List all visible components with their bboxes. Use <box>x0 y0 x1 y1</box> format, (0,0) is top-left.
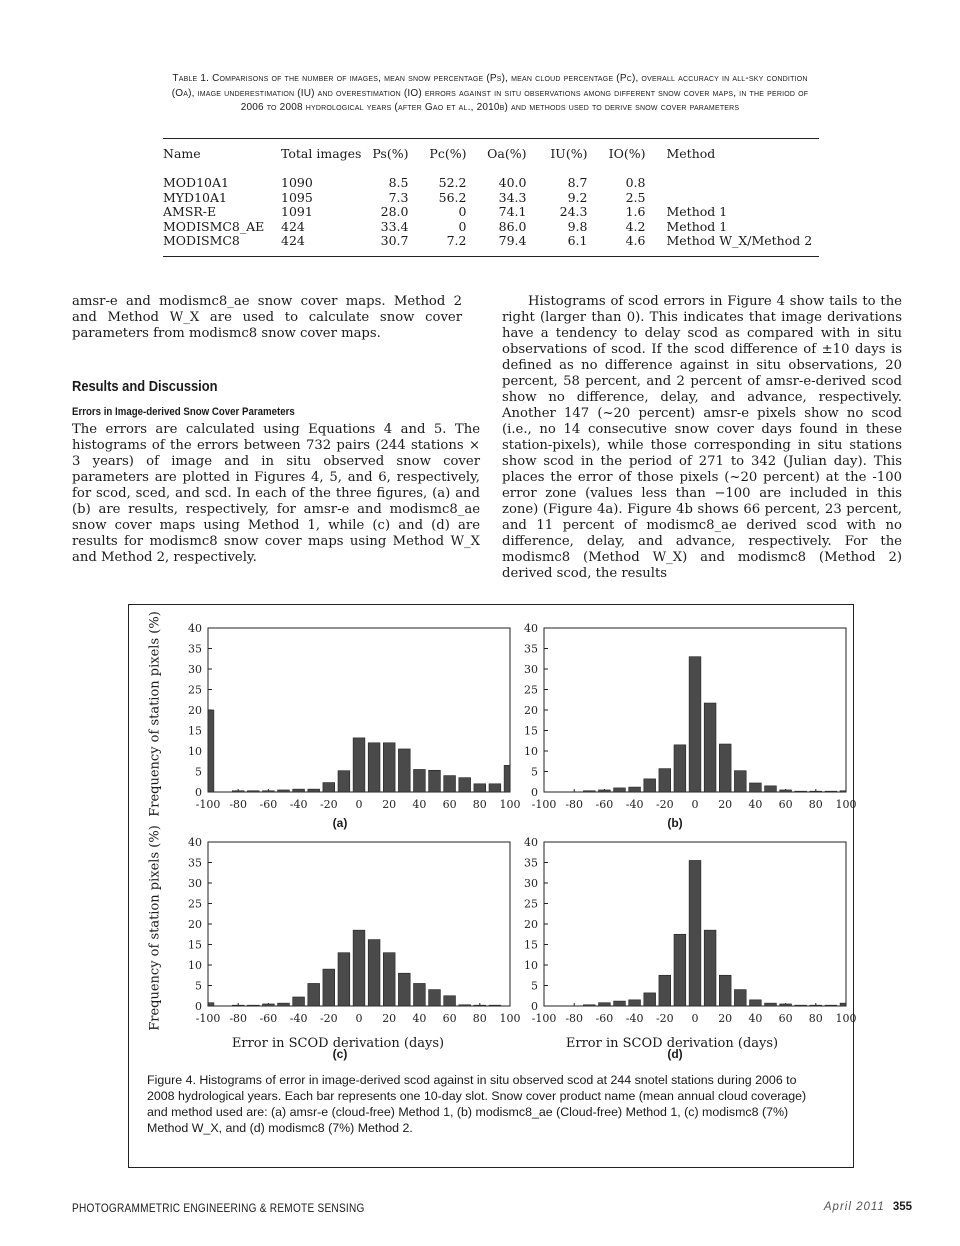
histogram-bar <box>489 1005 501 1006</box>
histogram-bar <box>444 776 456 792</box>
cell-pc: 52.2 <box>438 175 467 190</box>
histogram-bar <box>674 934 686 1006</box>
cell-total-images: 424 <box>281 233 305 248</box>
cell-iu: 8.7 <box>567 175 588 190</box>
histogram-bar <box>368 743 380 792</box>
x-tick-label: 20 <box>718 798 733 811</box>
histogram-d-chart <box>518 836 857 1036</box>
y-tick-label: 0 <box>195 1000 202 1013</box>
y-tick-label: 0 <box>531 786 538 799</box>
x-tick-label: -20 <box>319 1012 338 1025</box>
cell-oa: 79.4 <box>498 233 527 248</box>
y-tick-label: 25 <box>188 683 202 697</box>
histogram-bar <box>459 778 471 792</box>
panel-label-d: (d) <box>667 1047 683 1061</box>
cell-pc: 7.2 <box>446 233 467 248</box>
histogram-bar <box>629 1000 641 1006</box>
x-tick-label: -20 <box>655 798 674 811</box>
x-tick-label: 0 <box>355 798 363 811</box>
panel-label-a: (a) <box>332 816 348 830</box>
y-tick-label: 20 <box>524 704 538 717</box>
x-tick-label: 40 <box>412 798 427 811</box>
x-tick-label: 40 <box>412 1012 427 1025</box>
page-number: 355 <box>892 1201 912 1213</box>
subsection-heading: Errors in Image-derived Snow Cover Parameters <box>72 406 295 418</box>
histogram-bar <box>308 789 320 792</box>
y-tick-label: 40 <box>524 622 538 635</box>
table-row <box>163 220 819 235</box>
histogram-bar <box>765 786 777 792</box>
histogram-bar <box>810 791 822 792</box>
cell-method: Method 1 <box>666 218 728 234</box>
y-axis-label-top: Frequency of station pixels (%) <box>147 611 163 817</box>
histogram-bar <box>629 787 641 792</box>
histogram-bar <box>810 1005 822 1006</box>
cell-iu: 6.1 <box>567 233 588 248</box>
histogram-bar <box>644 993 656 1006</box>
x-tick-label: 80 <box>472 798 487 811</box>
cell-oa: 74.1 <box>498 204 527 219</box>
y-tick-label: 10 <box>524 959 538 972</box>
x-tick-label: 60 <box>778 1012 793 1025</box>
histogram-bar <box>293 789 305 792</box>
table-caption: Table 1. Comparisons of the number of images, mean snow percentage (Ps), mean cloud percentage (Pc), overall accuracy in all-sky condition (Oa), image underestimation (IU) and overestimation (IO) errors against in situ observations among different snow cover maps, in the period of 2006 to 2008 hydrological years (after Gao et al., 2010b) and methods used to derive snow cover parameters <box>171 73 809 113</box>
histogram-bar <box>765 1003 777 1006</box>
histogram-bar <box>599 1003 611 1006</box>
cell-total-images: 1090 <box>281 175 313 190</box>
y-tick-label: 5 <box>531 765 538 779</box>
histogram-bar <box>278 1003 290 1006</box>
col-header-io: IO(%) <box>608 146 646 161</box>
y-axis-label-bottom: Frequency of station pixels (%) <box>147 825 163 1031</box>
histogram-bar <box>208 1003 214 1006</box>
histogram-bar <box>293 997 305 1006</box>
results-paragraph: The errors are calculated using Equations 4 and 5. The histograms of the errors between 732 pairs (244 stations × 3 years) of image and in situ observed snow cover parameters are plotted in Figures 4, 5, and 6, respectively, for scod, sced, and scd. In each of the three figures, (a) and (b) are results, respectively, for amsr-e and modismc8_ae snow cover maps using Method 1, while (c) and (d) are results for modismc8 snow cover maps using Method W_X and Method 2, respectively. <box>72 422 480 565</box>
x-tick-label: -80 <box>565 798 584 811</box>
x-tick-label: 80 <box>808 798 823 811</box>
histogram-paragraph: Histograms of scod errors in Figure 4 show tails to the right (larger than 0). This indicates that image derivations have a tendency to delay scod as compared with in situ observations of scod. If the scod difference of ±10 days is defined as no difference against in situ observations, 20 percent, 58 percent, and 2 percent of amsr-e-derived scod show no difference, delay, and advance, respectively. Another 147 (~20 percent) amsr-e pixels show no scod (i.e., no 14 consecutive snow cover days found in these station-pixels), while those corresponding in situ stations show scod in the period of 271 to 342 (Julian day). This places the error of those pixels (~20 percent) at the -100 error zone (values less than −100 are included in this zone) (Figure 4a). Figure 4b shows 66 percent, 23 percent, and 11 percent of modismc8_ae derived scod with no difference, delay, and advance, respectively. For the modismc8 (Method W_X) and modismc8 (Method 2) derived scod, the results <box>502 294 902 581</box>
x-tick-label: -20 <box>319 798 338 811</box>
histogram-bar <box>840 791 846 792</box>
x-tick-label: 20 <box>718 1012 733 1025</box>
histogram-bar <box>232 1005 244 1006</box>
cell-name: MODISMC8_AE <box>163 218 265 234</box>
x-tick-label: -60 <box>595 1012 614 1025</box>
col-header-name: Name <box>163 146 201 161</box>
table-body <box>163 168 819 249</box>
x-tick-label: -40 <box>289 1012 308 1025</box>
cell-ps: 33.4 <box>380 218 409 234</box>
histogram-bar <box>825 791 837 792</box>
cell-iu: 9.2 <box>567 189 588 205</box>
histogram-bar <box>414 769 426 792</box>
y-tick-label: 0 <box>531 1000 538 1013</box>
histogram-bar <box>659 769 671 792</box>
y-tick-label: 5 <box>195 765 202 779</box>
histogram-bar <box>323 969 335 1006</box>
x-tick-label: 100 <box>835 1012 857 1025</box>
y-tick-label: 40 <box>188 836 202 849</box>
issue-date: April 2011 <box>823 1201 885 1213</box>
histogram-bar <box>734 771 746 792</box>
y-tick-label: 20 <box>524 918 538 931</box>
histogram-bar <box>383 953 395 1006</box>
col-header-iu: IU(%) <box>550 146 588 161</box>
histogram-bar <box>278 790 290 792</box>
histogram-bar <box>583 791 595 792</box>
histogram-bar <box>353 930 365 1006</box>
cell-pc: 0 <box>458 218 467 234</box>
histogram-bar <box>474 784 486 792</box>
intro-paragraph: amsr-e and modismc8_ae snow cover maps. Method 2 and Method W_X are used to calculate snow cover parameters from modismc8 snow cover maps. <box>72 294 462 341</box>
x-tick-label: 80 <box>472 1012 487 1025</box>
histogram-panel-b <box>518 622 857 822</box>
cell-ps: 30.7 <box>380 233 409 248</box>
histogram-bar <box>689 860 701 1006</box>
histogram-a-chart <box>182 622 521 822</box>
histogram-b-chart <box>518 622 857 822</box>
x-tick-label: -60 <box>259 798 278 811</box>
y-tick-label: 40 <box>188 622 202 635</box>
cell-total-images: 1091 <box>281 204 313 219</box>
y-tick-label: 5 <box>531 979 538 993</box>
histogram-bar <box>398 749 410 792</box>
cell-name: MODISMC8 <box>163 233 240 248</box>
x-tick-label: -40 <box>289 798 308 811</box>
panel-label-c: (c) <box>332 1047 348 1061</box>
y-tick-label: 35 <box>524 856 538 870</box>
y-tick-label: 25 <box>524 897 538 911</box>
cell-ps: 28.0 <box>380 204 409 219</box>
figure-caption: Figure 4. Histograms of error in image-derived scod against in situ observed scod at 244 snotel stations during 2006 to 2008 hydrological years. Each bar represents one 10-day slot. Snow cover product name (mean annual cloud coverage) and method used are: (a) amsr-e (cloud-free) Method 1, (b) modismc8_ae (Cloud-free) Method 1, (c) modismc8 (7%) Method W_X, and (d) modismc8 (7%) Method 2. <box>147 1073 807 1135</box>
y-tick-label: 30 <box>524 877 538 890</box>
cell-total-images: 424 <box>281 218 305 234</box>
histogram-bar <box>489 784 501 792</box>
histogram-c-chart <box>182 836 521 1036</box>
histogram-panel-a <box>182 622 521 822</box>
x-tick-label: -100 <box>195 1012 221 1025</box>
table-row <box>163 191 819 206</box>
histogram-bar <box>614 1001 626 1006</box>
y-tick-label: 15 <box>524 938 538 952</box>
histogram-bar <box>504 765 510 792</box>
footer-right <box>800 1201 912 1213</box>
histogram-bar <box>750 783 762 792</box>
histogram-bar <box>338 771 350 792</box>
histogram-bar <box>308 983 320 1006</box>
x-tick-label: -40 <box>625 1012 644 1025</box>
cell-method: Method 1 <box>666 204 728 219</box>
x-tick-label: 0 <box>691 798 699 811</box>
table-header-row <box>163 139 819 168</box>
histogram-bar <box>734 990 746 1006</box>
histogram-bar <box>338 953 350 1006</box>
histogram-bar <box>599 790 611 792</box>
x-tick-label: 60 <box>442 798 457 811</box>
cell-oa: 40.0 <box>498 175 527 190</box>
comparison-table <box>163 138 819 257</box>
cell-io: 1.6 <box>625 204 646 219</box>
x-tick-label: -80 <box>229 1012 248 1025</box>
y-tick-label: 25 <box>524 683 538 697</box>
table-grid <box>163 139 819 249</box>
cell-oa: 34.3 <box>498 189 527 205</box>
cell-total-images: 1095 <box>281 189 313 205</box>
section-heading: Results and Discussion <box>72 378 218 395</box>
x-tick-label: -80 <box>229 798 248 811</box>
histogram-bar <box>689 657 701 792</box>
cell-name: MOD10A1 <box>163 175 229 190</box>
x-tick-label: 40 <box>748 798 763 811</box>
cell-method <box>645 168 819 191</box>
y-tick-label: 30 <box>188 663 202 676</box>
col-header-pc: Pc(%) <box>429 146 467 161</box>
histogram-bar <box>583 1005 595 1006</box>
cell-pc: 0 <box>458 204 467 219</box>
y-tick-label: 25 <box>188 897 202 911</box>
cell-method <box>645 191 819 206</box>
right-column <box>502 294 902 582</box>
col-header-ps: Ps(%) <box>372 146 409 161</box>
histogram-bar <box>474 1005 486 1006</box>
cell-io: 4.6 <box>625 233 646 248</box>
histogram-bar <box>429 770 441 792</box>
histogram-bar <box>614 788 626 792</box>
histogram-bar <box>429 990 441 1006</box>
histogram-bar <box>659 975 671 1006</box>
x-tick-label: -80 <box>565 1012 584 1025</box>
table-row <box>163 234 819 249</box>
histogram-bar <box>840 1003 846 1006</box>
histogram-bar <box>263 1004 275 1006</box>
cell-name: AMSR-E <box>163 204 217 219</box>
histogram-bar <box>368 940 380 1006</box>
cell-pc: 56.2 <box>438 189 467 205</box>
histogram-bar <box>247 791 259 792</box>
x-tick-label: -100 <box>195 798 221 811</box>
histogram-bar <box>208 710 214 792</box>
x-tick-label: 60 <box>778 798 793 811</box>
y-tick-label: 5 <box>195 979 202 993</box>
histogram-bar <box>444 996 456 1006</box>
y-tick-label: 10 <box>524 745 538 758</box>
col-header-method: Method <box>666 146 716 161</box>
cell-io: 0.8 <box>625 175 646 190</box>
cell-io: 2.5 <box>625 189 646 205</box>
x-axis-label-c: Error in SCOD derivation (days) <box>231 1036 445 1051</box>
y-tick-label: 40 <box>524 836 538 849</box>
y-tick-label: 10 <box>188 959 202 972</box>
histogram-bar <box>719 975 731 1006</box>
histogram-bar <box>674 745 686 792</box>
histogram-bar <box>825 1005 837 1006</box>
histogram-bar <box>704 703 716 792</box>
x-tick-label: 20 <box>382 798 397 811</box>
col-header-oa: Oa(%) <box>487 146 527 161</box>
x-tick-label: 0 <box>355 1012 363 1025</box>
y-tick-label: 10 <box>188 745 202 758</box>
cell-iu: 24.3 <box>559 204 588 219</box>
x-tick-label: 20 <box>382 1012 397 1025</box>
x-tick-label: -100 <box>531 1012 557 1025</box>
histogram-bar <box>232 791 244 792</box>
histogram-panel-d <box>518 836 857 1036</box>
col-header-total-images: Total images <box>281 146 362 161</box>
y-tick-label: 0 <box>195 786 202 799</box>
y-tick-label: 20 <box>188 704 202 717</box>
panel-label-b: (b) <box>667 816 683 830</box>
x-tick-label: 40 <box>748 1012 763 1025</box>
x-tick-label: 80 <box>808 1012 823 1025</box>
x-tick-label: -40 <box>625 798 644 811</box>
x-tick-label: 100 <box>499 1012 521 1025</box>
histogram-bar <box>383 743 395 792</box>
histogram-bar <box>323 783 335 792</box>
y-tick-label: 35 <box>524 642 538 656</box>
x-tick-label: -20 <box>655 1012 674 1025</box>
y-tick-label: 15 <box>188 724 202 738</box>
y-tick-label: 20 <box>188 918 202 931</box>
left-column-body <box>72 422 480 566</box>
y-tick-label: 35 <box>188 856 202 870</box>
x-tick-label: 100 <box>499 798 521 811</box>
x-tick-label: 0 <box>691 1012 699 1025</box>
cell-oa: 86.0 <box>498 218 527 234</box>
y-tick-label: 35 <box>188 642 202 656</box>
x-tick-label: -60 <box>595 798 614 811</box>
histogram-bar <box>704 930 716 1006</box>
cell-method: Method W_X/Method 2 <box>666 233 813 248</box>
table-row <box>163 168 819 191</box>
histogram-bar <box>414 983 426 1006</box>
x-tick-label: -100 <box>531 798 557 811</box>
y-tick-label: 30 <box>524 663 538 676</box>
table-bottom-rule <box>163 256 819 257</box>
histogram-bar <box>795 1005 807 1006</box>
x-tick-label: 60 <box>442 1012 457 1025</box>
journal-name: PHOTOGRAMMETRIC ENGINEERING & REMOTE SENSING <box>72 1201 365 1215</box>
y-tick-label: 15 <box>188 938 202 952</box>
left-column-intro <box>72 294 462 342</box>
histogram-bar <box>780 1004 792 1006</box>
cell-ps: 8.5 <box>388 175 409 190</box>
y-tick-label: 15 <box>524 724 538 738</box>
histogram-bar <box>750 1000 762 1006</box>
table-row <box>163 205 819 220</box>
x-tick-label: -60 <box>259 1012 278 1025</box>
cell-ps: 7.3 <box>388 189 409 205</box>
histogram-bar <box>459 1005 471 1006</box>
x-axis-label-d: Error in SCOD derivation (days) <box>565 1036 779 1051</box>
cell-iu: 9.8 <box>567 218 588 234</box>
x-tick-label: 100 <box>835 798 857 811</box>
y-tick-label: 30 <box>188 877 202 890</box>
cell-name: MYD10A1 <box>163 189 227 205</box>
histogram-bar <box>795 791 807 792</box>
histogram-bar <box>398 973 410 1006</box>
histogram-bar <box>353 738 365 792</box>
histogram-bar <box>780 790 792 792</box>
histogram-bar <box>719 744 731 792</box>
histogram-bar <box>247 1005 259 1006</box>
cell-io: 4.2 <box>625 218 646 234</box>
histogram-bar <box>263 791 275 792</box>
histogram-bar <box>644 779 656 792</box>
histogram-panel-c <box>182 836 521 1036</box>
